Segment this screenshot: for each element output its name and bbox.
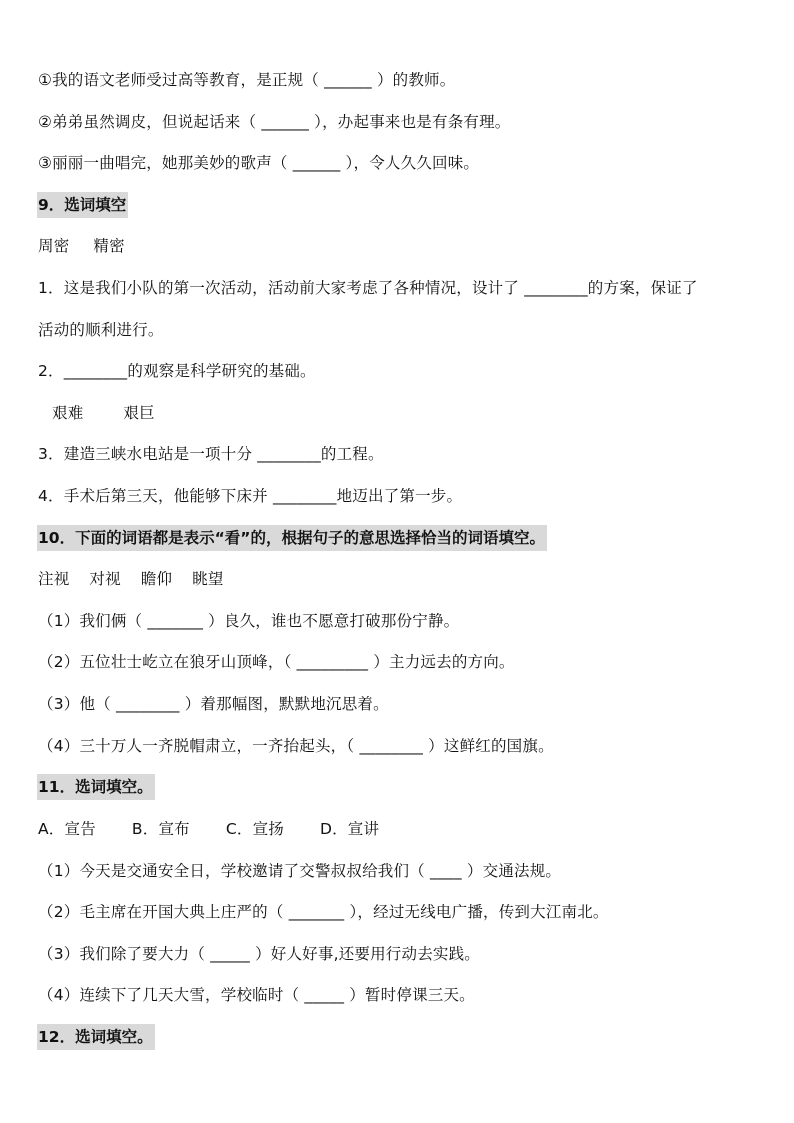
q11-heading: 11．选词填空。 xyxy=(37,774,155,800)
q11-item-1: （1）今天是交通安全日，学校邀请了交警叔叔给我们（ ____ ）交通法规。 xyxy=(38,862,562,880)
prev-item-1: ①我的语文老师受过高等教育，是正规（ ______ ）的教师。 xyxy=(38,71,456,89)
q10-heading: 10．下面的词语都是表示“看”的，根据句子的意思选择恰当的词语填空。 xyxy=(37,525,547,551)
q9-word: 周密 xyxy=(38,237,70,255)
q9-word-group-2 xyxy=(52,399,155,427)
q11-options xyxy=(38,815,379,843)
q11-item-2: （2）毛主席在开国大典上庄严的（ _______ ），经过无线电广播，传到大江南北。 xyxy=(38,903,609,921)
q9-word: 艰难 xyxy=(52,404,84,422)
q9-word: 艰巨 xyxy=(123,404,155,422)
q11-item-3: （3）我们除了要大力（ _____ ）好人好事,还要用行动去实践。 xyxy=(38,945,480,963)
q10-word: 眺望 xyxy=(192,570,224,588)
prev-item-3: ③丽丽一曲唱完，她那美妙的歌声（ ______ ），令人久久回味。 xyxy=(38,154,480,172)
q10-item-1: （1）我们俩（ _______ ）良久，谁也不愿意打破那份宁静。 xyxy=(38,612,460,630)
prev-item-2: ②弟弟虽然调皮，但说起话来（ ______ ），办起事来也是有条有理。 xyxy=(38,113,511,131)
q10-word: 瞻仰 xyxy=(140,570,173,588)
q10-item-3: （3）他（ ________ ）着那幅图，默默地沉思着。 xyxy=(38,695,389,713)
q10-word-list xyxy=(38,565,224,593)
q9-item-1: 1．这是我们小队的第一次活动，活动前大家考虑了各种情况，设计了 ________的方案，保证了 xyxy=(38,279,698,297)
q11-item-4: （4）连续下了几天大雪，学校临时（ _____ ）暂时停课三天。 xyxy=(38,986,475,1004)
q11-option-b: B．宣布 xyxy=(131,820,190,838)
q9-heading: 9．选词填空 xyxy=(37,192,128,218)
q9-item-1-cont: 活动的顺利进行。 xyxy=(38,321,164,339)
q10-word: 注视 xyxy=(38,570,70,588)
q10-item-2: （2）五位壮士屹立在狼牙山顶峰，（ _________ ）主力远去的方向。 xyxy=(38,653,515,671)
q9-word: 精密 xyxy=(93,237,125,255)
q11-option-a: A．宣告 xyxy=(38,820,96,838)
q9-item-4: 4．手术后第三天，他能够下床并 ________地迈出了第一步。 xyxy=(38,487,463,505)
q11-option-c: C．宣扬 xyxy=(225,820,284,838)
q9-item-3: 3．建造三峡水电站是一项十分 ________的工程。 xyxy=(38,445,384,463)
q12-heading: 12．选词填空。 xyxy=(37,1024,155,1050)
q9-item-2: 2．________的观察是科学研究的基础。 xyxy=(38,362,316,380)
q9-word-group-1 xyxy=(38,232,125,260)
q10-word: 对视 xyxy=(89,570,121,588)
q10-item-4: （4）三十万人一齐脱帽肃立，一齐抬起头，（ ________ ）这鲜红的国旗。 xyxy=(38,737,554,755)
q11-option-d: D．宣讲 xyxy=(319,820,380,838)
